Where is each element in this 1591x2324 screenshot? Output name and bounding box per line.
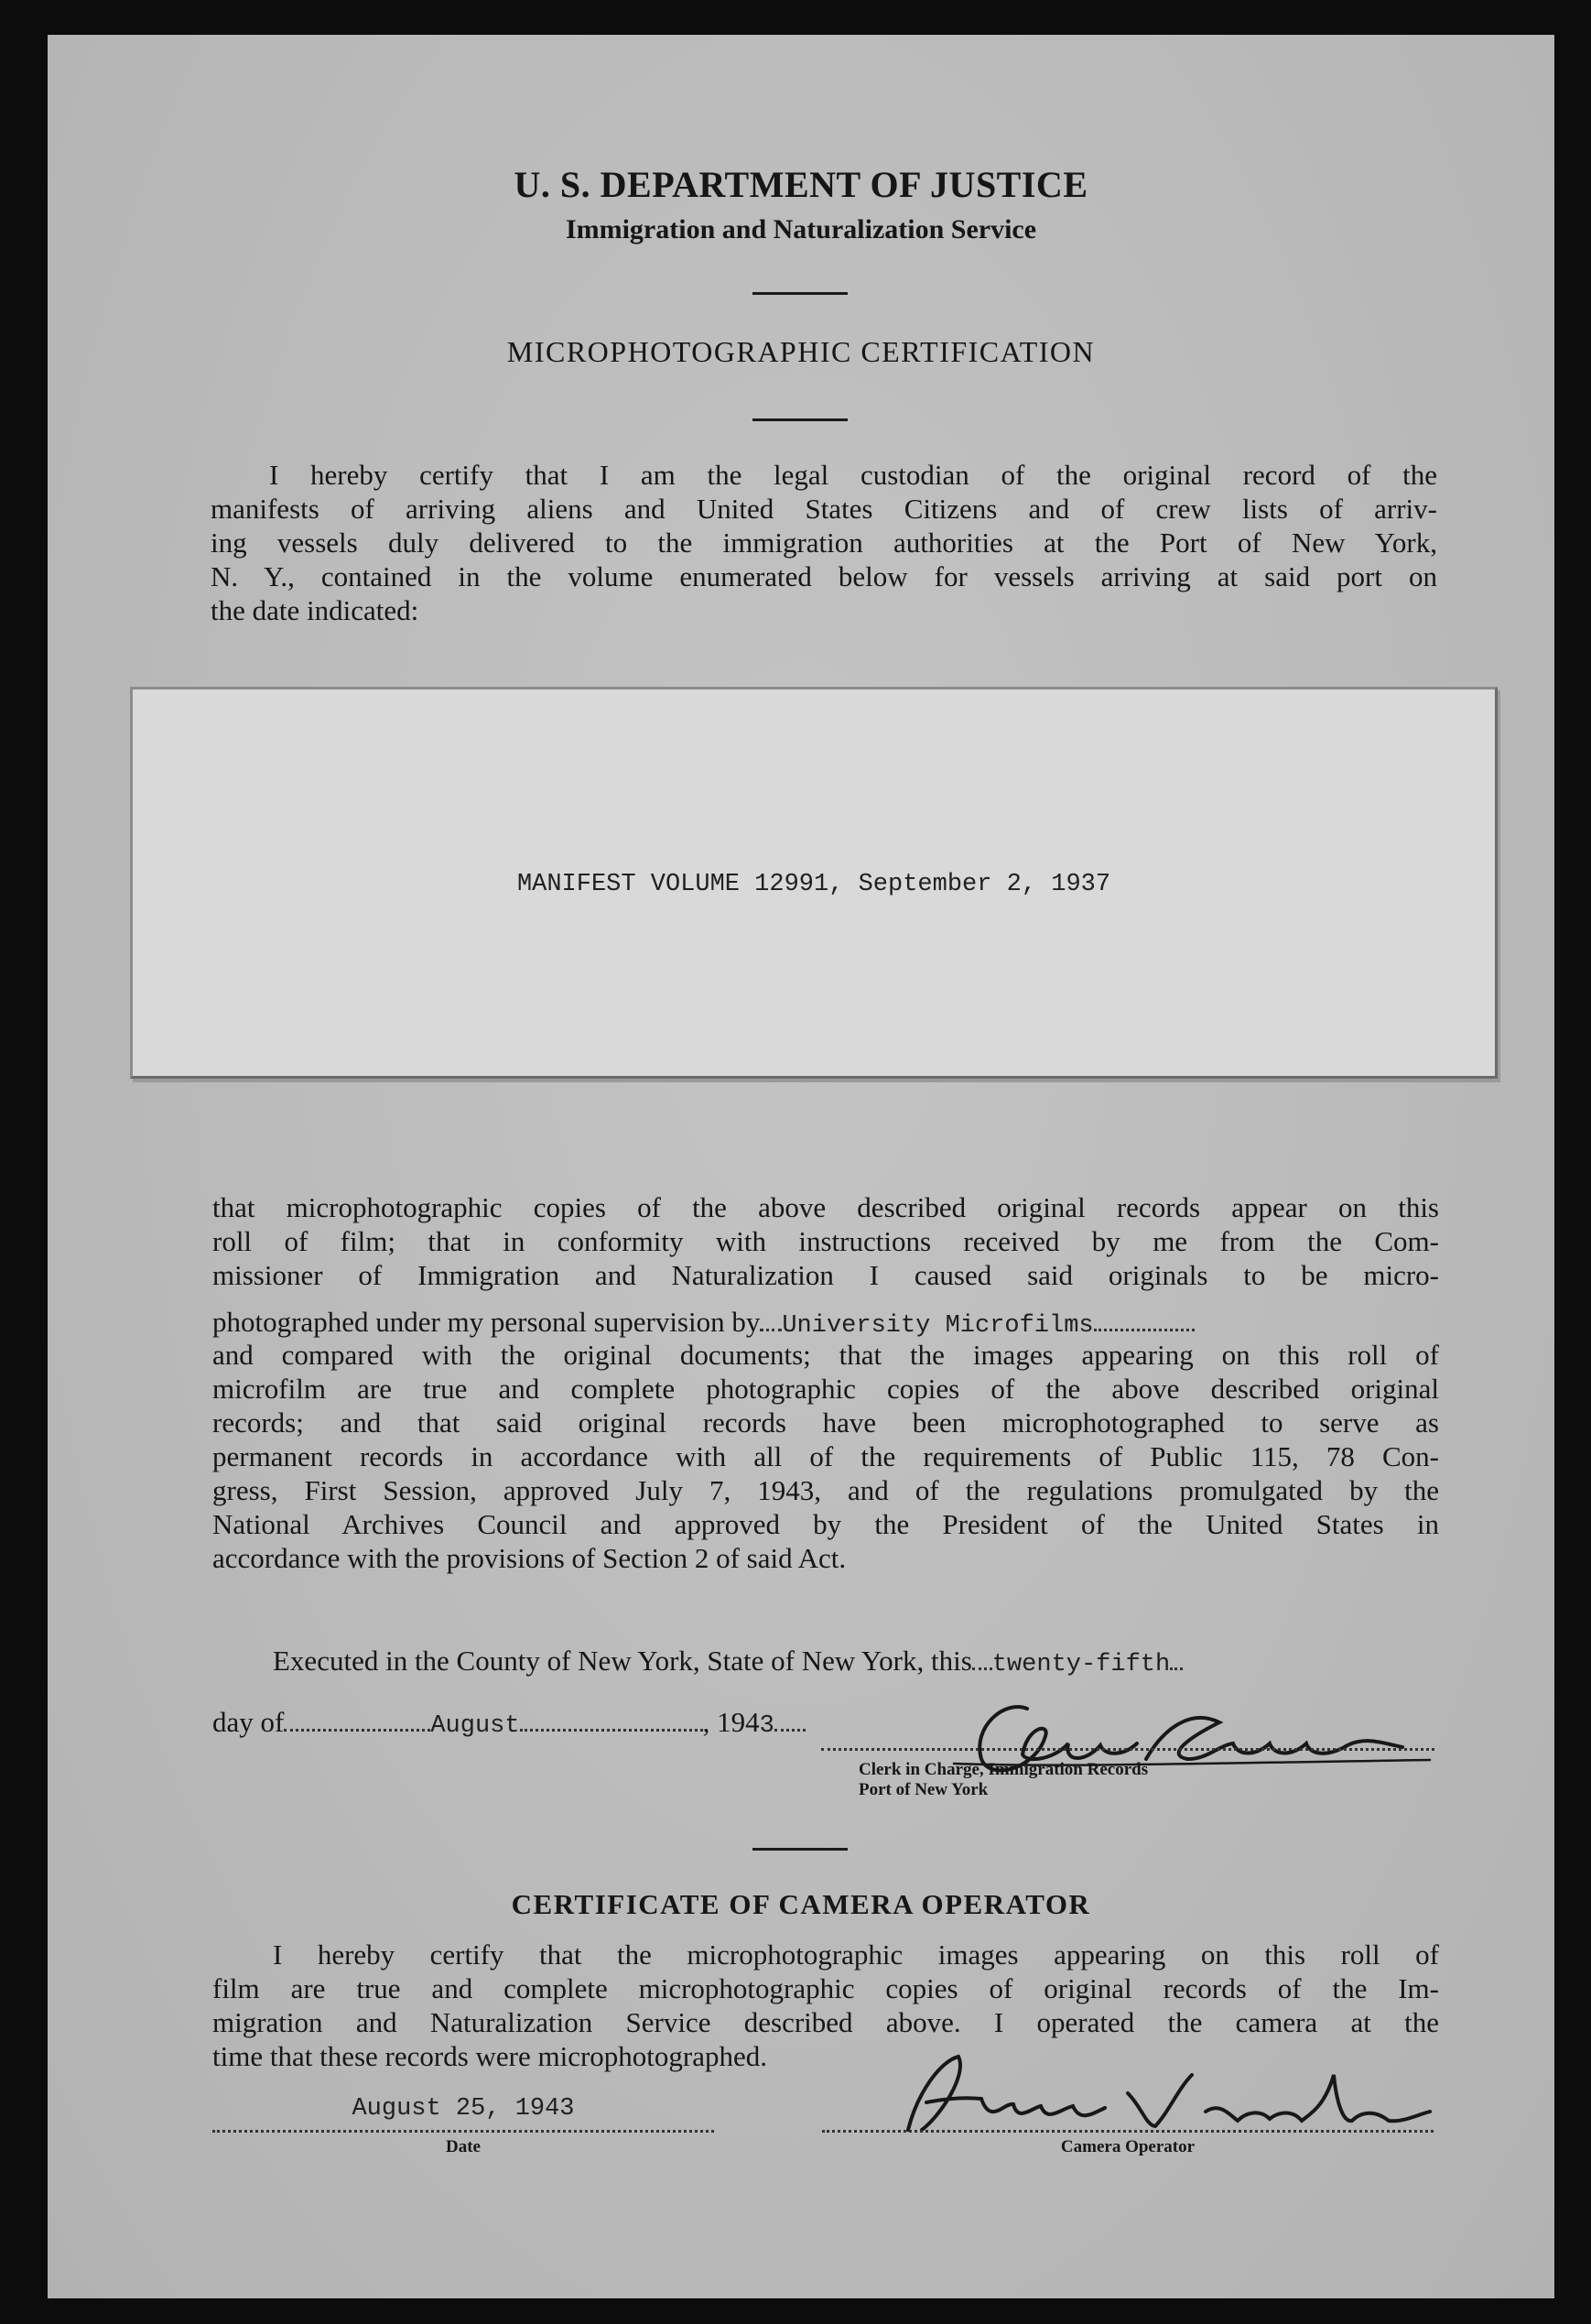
- paragraph-line: the date indicated:: [211, 594, 419, 626]
- supervision-name: University Microfilms: [782, 1312, 1094, 1340]
- paragraph-line: accordance with the provisions of Section 2 of said Act.: [212, 1542, 847, 1574]
- executed-prefix: Executed in the County of New York, State of New York, this: [273, 1645, 972, 1677]
- clerk-signature-line: [821, 1748, 1434, 1751]
- paragraph-line: that microphotographic copies of the above described original records appear on this: [212, 1191, 1439, 1223]
- paragraph-line: microfilm are true and complete photographic copies of the above described original: [212, 1373, 1439, 1405]
- divider-rule: [752, 1848, 848, 1851]
- paragraph-line: roll of film; that in conformity with instructions received by me from the Com-: [212, 1225, 1439, 1257]
- executed-month: August: [430, 1712, 520, 1740]
- supervision-line: [212, 1301, 1439, 1338]
- dot-leader: [284, 1701, 430, 1732]
- dot-leader: [1170, 1640, 1183, 1670]
- operator-signature-line: [822, 2130, 1434, 2133]
- body-paragraph: [212, 1190, 1439, 1575]
- dot-leader: [760, 1301, 782, 1331]
- supervision-prefix: photographed under my personal supervision by: [212, 1306, 761, 1338]
- day-of-label: day of: [212, 1706, 285, 1738]
- dot-leader: [972, 1640, 992, 1670]
- clerk-title-line: Clerk in Charge, Immigration Records: [859, 1760, 1149, 1779]
- dot-leader: [1094, 1301, 1195, 1331]
- dot-leader: [774, 1701, 806, 1732]
- intro-paragraph: [211, 458, 1437, 627]
- paragraph-line: time that these records were microphotographed.: [212, 2040, 767, 2072]
- date-label: Date: [446, 2137, 481, 2156]
- paragraph-line: ing vessels duly delivered to the immigration authorities at the Port of New York,: [211, 527, 1437, 559]
- paragraph-line: gress, First Session, approved July 7, 1943, and of the regulations promulgated by the: [212, 1474, 1439, 1506]
- year-digit: 3: [759, 1712, 774, 1740]
- service-subtitle: Immigration and Naturalization Service: [565, 214, 1037, 244]
- paragraph-line: records; and that said original records have been microphotographed to serve as: [212, 1406, 1439, 1439]
- paragraph-line: film are true and complete microphotographic copies of original records of the Im-: [212, 1972, 1439, 2004]
- camera-operator-label: Camera Operator: [1060, 2137, 1196, 2156]
- manifest-entry: [133, 871, 1495, 898]
- paragraph-line: National Archives Council and approved by the President of the United States in: [212, 1508, 1439, 1540]
- date-signature-line: [212, 2130, 714, 2133]
- divider-rule: [752, 418, 848, 421]
- manifest-volume: MANIFEST VOLUME 12991,: [516, 871, 844, 898]
- clerk-title: [859, 1760, 1148, 1800]
- manifest-volume-card: [130, 687, 1498, 1079]
- paragraph-line: and compared with the original documents; that the images appearing on this roll of: [212, 1339, 1439, 1371]
- paragraph-line: N. Y., contained in the volume enumerated below for vessels arriving at said port on: [211, 560, 1437, 592]
- manifest-date: September 2, 1937: [858, 871, 1111, 898]
- paragraph-line: missioner of Immigration and Naturalization I caused said originals to be micro-: [212, 1259, 1439, 1291]
- paragraph-line: permanent records in accordance with all of the requirements of Public 115, 78 Con-: [212, 1440, 1439, 1472]
- camera-operator-heading: CERTIFICATE OF CAMERA OPERATOR: [511, 1888, 1091, 1920]
- divider-rule: [752, 292, 848, 295]
- day-of-line: [212, 1701, 806, 1740]
- clerk-office-line: Port of New York: [859, 1780, 989, 1799]
- certification-heading: MICROPHOTOGRAPHIC CERTIFICATION: [506, 335, 1096, 368]
- dot-leader: [520, 1701, 703, 1732]
- year-prefix: , 194: [702, 1706, 760, 1738]
- paragraph-line: manifests of arriving aliens and United States Citizens and of crew lists of arriv-: [211, 493, 1437, 525]
- department-title: U. S. DEPARTMENT OF JUSTICE: [514, 164, 1088, 205]
- camera-date-value: August 25, 1943: [352, 2095, 575, 2123]
- executed-day: twenty-fifth: [991, 1651, 1171, 1678]
- paragraph-line: I hereby certify that I am the legal custodian of the original record of the: [269, 459, 1437, 491]
- certificate-page: [48, 35, 1554, 2298]
- paragraph-line: migration and Naturalization Service described above. I operated the camera at the: [212, 2006, 1439, 2038]
- paragraph-line: I hereby certify that the microphotographic images appearing on this roll of: [273, 1938, 1439, 1971]
